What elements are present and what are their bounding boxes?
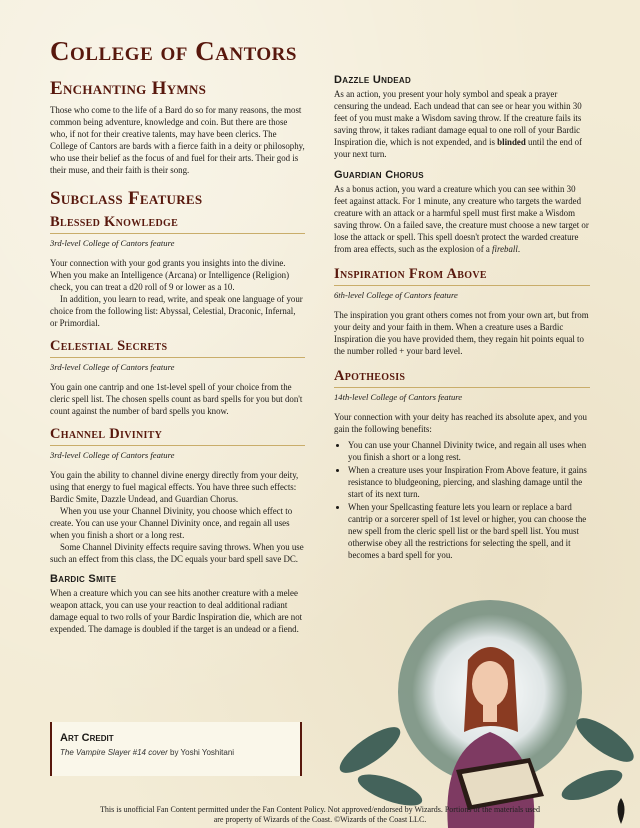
dazzle-text-a: As an action, you present your holy symbol and speak a prayer censuring the undead. Each undead that can see or hear you within 30 feet of you must make a Wisdom saving throw. If the creature fails its saving throw, it takes radiant damage equal to one roll of your Bardic Inspiration die, which is not expended, and is <box>334 89 582 147</box>
channel-divinity-feature-level: 3rd-level College of Cantors feature <box>50 450 175 460</box>
list-item: • You can use your Channel Divinity twice, and regain all uses when you finish a short or a long rest. <box>348 439 590 463</box>
inspiration-feature-level: 6th-level College of Cantors feature <box>334 290 458 300</box>
footer-line-1: This is unofficial Fan Content permitted under the Fan Content Policy. Not approved/endorsed by Wizards. Portions of the materials used <box>100 805 540 814</box>
bardic-smite-text: When a creature which you can see hits another creature with a melee weapon attack, you can use your reaction to deal additional radiant damage equal to two rolls of your Bardic Inspiration die, which are not expended. The damage is doubled if the target is an undead or a fiend. <box>50 588 303 634</box>
apotheosis-feature-level: 14th-level College of Cantors feature <box>334 392 463 402</box>
heading-subclass-features: Subclass Features <box>50 188 203 209</box>
art-credit-heading: Art Credit <box>60 732 114 744</box>
celestial-secrets-feature-level: 3rd-level College of Cantors feature <box>50 362 175 372</box>
heading-bardic-smite: Bardic Smite <box>50 573 117 585</box>
dazzle-text-bold: blinded <box>497 137 526 147</box>
page-title: College of Cantors <box>50 36 297 66</box>
heading-celestial-secrets: Celestial Secrets <box>50 338 305 358</box>
guardian-text-b: . <box>517 244 521 254</box>
apotheosis-benefits-list <box>334 439 590 561</box>
guardian-text-a: As a bonus action, you ward a creature which you can see within 30 feet against attack. For 1 minute, any creature who targets the warded creature with an attack or a harmful spell must first make a Wisdom saving throw. On a failed save, the creature must choose a new target or lose the attack or spell. This spell doesn't protect the warded creature from area effects, such as the explosion of a <box>334 184 589 254</box>
channel-divinity-p1: You gain the ability to channel divine energy directly from your deity, using that energy to fuel magical effects. You have three such effects: Bardic Smite, Dazzle Undead, and Guardian Chorus. <box>50 470 299 504</box>
heading-guardian-chorus: Guardian Chorus <box>334 169 424 181</box>
apotheosis-intro: Your connection with your deity has reached its absolute apex, and you gain the following benefits: <box>334 412 587 434</box>
footer-line-2: are property of Wizards of the Coast. ©Wizards of the Coast LLC. <box>213 815 427 824</box>
right-column <box>334 72 590 562</box>
blessed-knowledge-p2: In addition, you learn to read, write, and speak one language of your choice from the following list: Abyssal, Celestial, Draconic, Infernal, or Primordial. <box>50 294 303 328</box>
dazzle-text-b: until the end of your next turn. <box>334 137 582 159</box>
figure-face <box>472 661 508 707</box>
art-credit-artist: by Yoshi Yoshitani <box>167 748 235 757</box>
left-column <box>50 72 305 635</box>
inspiration-text: The inspiration you grant others comes not from your own art, but from your deity and your faith in them. When a creature uses a Bardic Inspiration die you have provided them, they regain hit points equal to the number rolled + your bard level. <box>334 310 589 356</box>
channel-divinity-p3: Some Channel Divinity effects require saving throws. When you use such an effect from this class, the DC equals your bard spell save DC. <box>50 542 304 564</box>
page-corner-mark-icon <box>608 796 634 826</box>
cantor-illustration <box>330 600 640 828</box>
footer-legal <box>0 805 640 825</box>
heading-blessed-knowledge: Blessed Knowledge <box>50 214 305 234</box>
heading-apotheosis: Apotheosis <box>334 368 590 388</box>
blessed-knowledge-feature-level: 3rd-level College of Cantors feature <box>50 238 175 248</box>
art-credit-text <box>60 748 292 757</box>
channel-divinity-p2: When you use your Channel Divinity, you choose which effect to create. You can use your Channel Divinity once, and regain all uses when you finish a short or a long rest. <box>50 506 293 540</box>
heading-enchanting-hymns: Enchanting Hymns <box>50 78 207 99</box>
heading-channel-divinity: Channel Divinity <box>50 426 305 446</box>
heading-dazzle-undead: Dazzle Undead <box>334 74 412 86</box>
dazzle-undead-text <box>334 88 590 160</box>
blessed-knowledge-p1: Your connection with your god grants you insights into the divine. When you make an Intelligence (Arcana) or Intelligence (Religion) check, you can treat a d20 roll of 9 or lower as a 10. <box>50 258 290 292</box>
list-item: • When a creature uses your Inspiration From Above feature, it gains resistance to bludgeoning, piercing, and slashing damage until the start of its next turn. <box>348 464 590 500</box>
guardian-text-italic: fireball <box>492 244 518 254</box>
enchanting-hymns-text: Those who come to the life of a Bard do so for many reasons, the most common being adventure, knowledge and coin. But there are those who, if not for their creative talents, may have been clerics. The College of Cantors are bards with a fierce faith in a deity or philosophy, who use their belief as the focus of and fuel for their arts. Their god is their muse, and their faith is their song. <box>50 105 305 175</box>
guardian-chorus-text <box>334 183 590 255</box>
heading-inspiration-from-above: Inspiration From Above <box>334 266 590 286</box>
celestial-secrets-p1: You gain one cantrip and one 1st-level spell of your choice from the cleric spell list. The chosen spells count as bard spells for you but don't count against the number of bard spells you know. <box>50 382 303 416</box>
figure-neck <box>483 704 497 722</box>
list-item: • When your Spellcasting feature lets you learn or replace a bard cantrip or a sorcerer spell of 1st level or higher, you can choose the new spell from the cleric spell list or the bard spell list. You must otherwise obey all the restrictions for selecting the spell, and it becomes a bard spell for you. <box>348 501 590 561</box>
art-credit-work: The Vampire Slayer #14 cover <box>60 748 168 757</box>
art-credit-box <box>50 722 302 776</box>
